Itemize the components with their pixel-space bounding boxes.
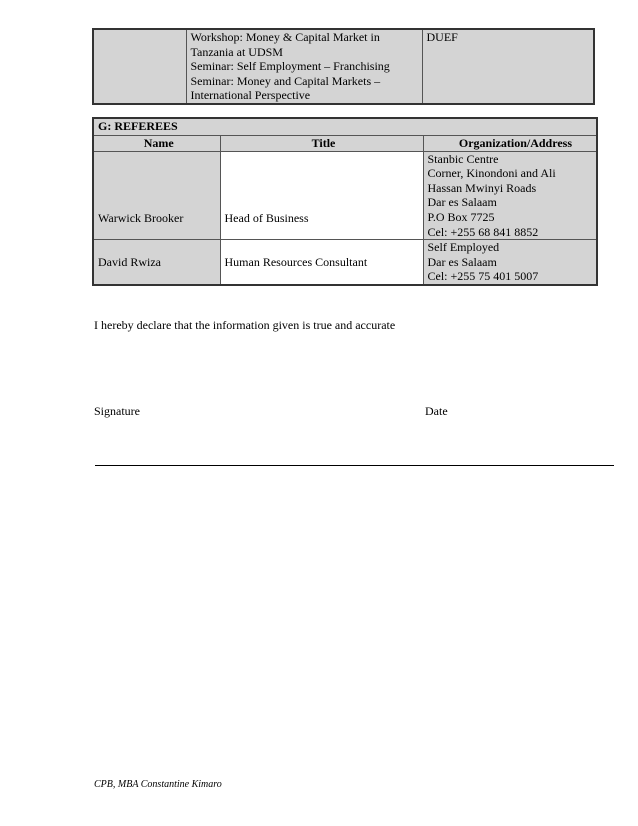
training-description-cell — [186, 29, 422, 104]
section-title-row — [93, 118, 597, 136]
column-header-name: Name — [93, 136, 220, 152]
declaration-text: I hereby declare that the information given is true and accurate — [94, 318, 396, 332]
signature-line — [95, 465, 614, 466]
referee-title: Human Resources Consultant — [220, 240, 423, 286]
training-line: Workshop: Money & Capital Market in — [190, 30, 380, 44]
signature-label: Signature — [94, 404, 140, 418]
referee-organization — [423, 151, 597, 240]
referee-name: David Rwiza — [93, 240, 220, 286]
column-header-title: Title — [220, 136, 423, 152]
address-line: Self Employed — [427, 240, 500, 255]
table-row — [93, 240, 597, 286]
training-line: Tanzania at UDSM — [190, 44, 283, 59]
table-row — [93, 29, 594, 104]
referee-name: Warwick Brooker — [93, 151, 220, 240]
table-row — [93, 151, 597, 240]
empty-cell — [93, 29, 186, 104]
training-line: Seminar: Self Employment – Franchising — [190, 59, 390, 74]
institution-cell: DUEF — [422, 29, 594, 104]
address-line: Cel: +255 75 401 5007 — [427, 269, 539, 284]
training-table — [92, 28, 595, 105]
address-line: P.O Box 7725 — [427, 209, 495, 224]
referees-table — [92, 117, 598, 286]
footer-text: CPB, MBA Constantine Kimaro — [94, 779, 222, 790]
referee-organization — [423, 240, 597, 286]
training-line: Seminar: Money and Capital Markets – — [190, 73, 381, 88]
referee-title: Head of Business — [220, 151, 423, 240]
address-line: Corner, Kinondoni and Ali — [427, 166, 556, 181]
training-line: International Perspective — [190, 88, 311, 103]
section-title: G: REFEREES — [93, 118, 597, 136]
address-line: Dar es Salaam — [427, 195, 497, 210]
column-header-organization: Organization/Address — [423, 136, 597, 152]
date-label: Date — [425, 404, 448, 418]
address-line: Hassan Mwinyi Roads — [427, 180, 537, 195]
address-line: Cel: +255 68 841 8852 — [427, 224, 539, 239]
address-line: Dar es Salaam — [427, 254, 497, 269]
header-row — [93, 136, 597, 152]
address-line: Stanbic Centre — [427, 151, 499, 166]
